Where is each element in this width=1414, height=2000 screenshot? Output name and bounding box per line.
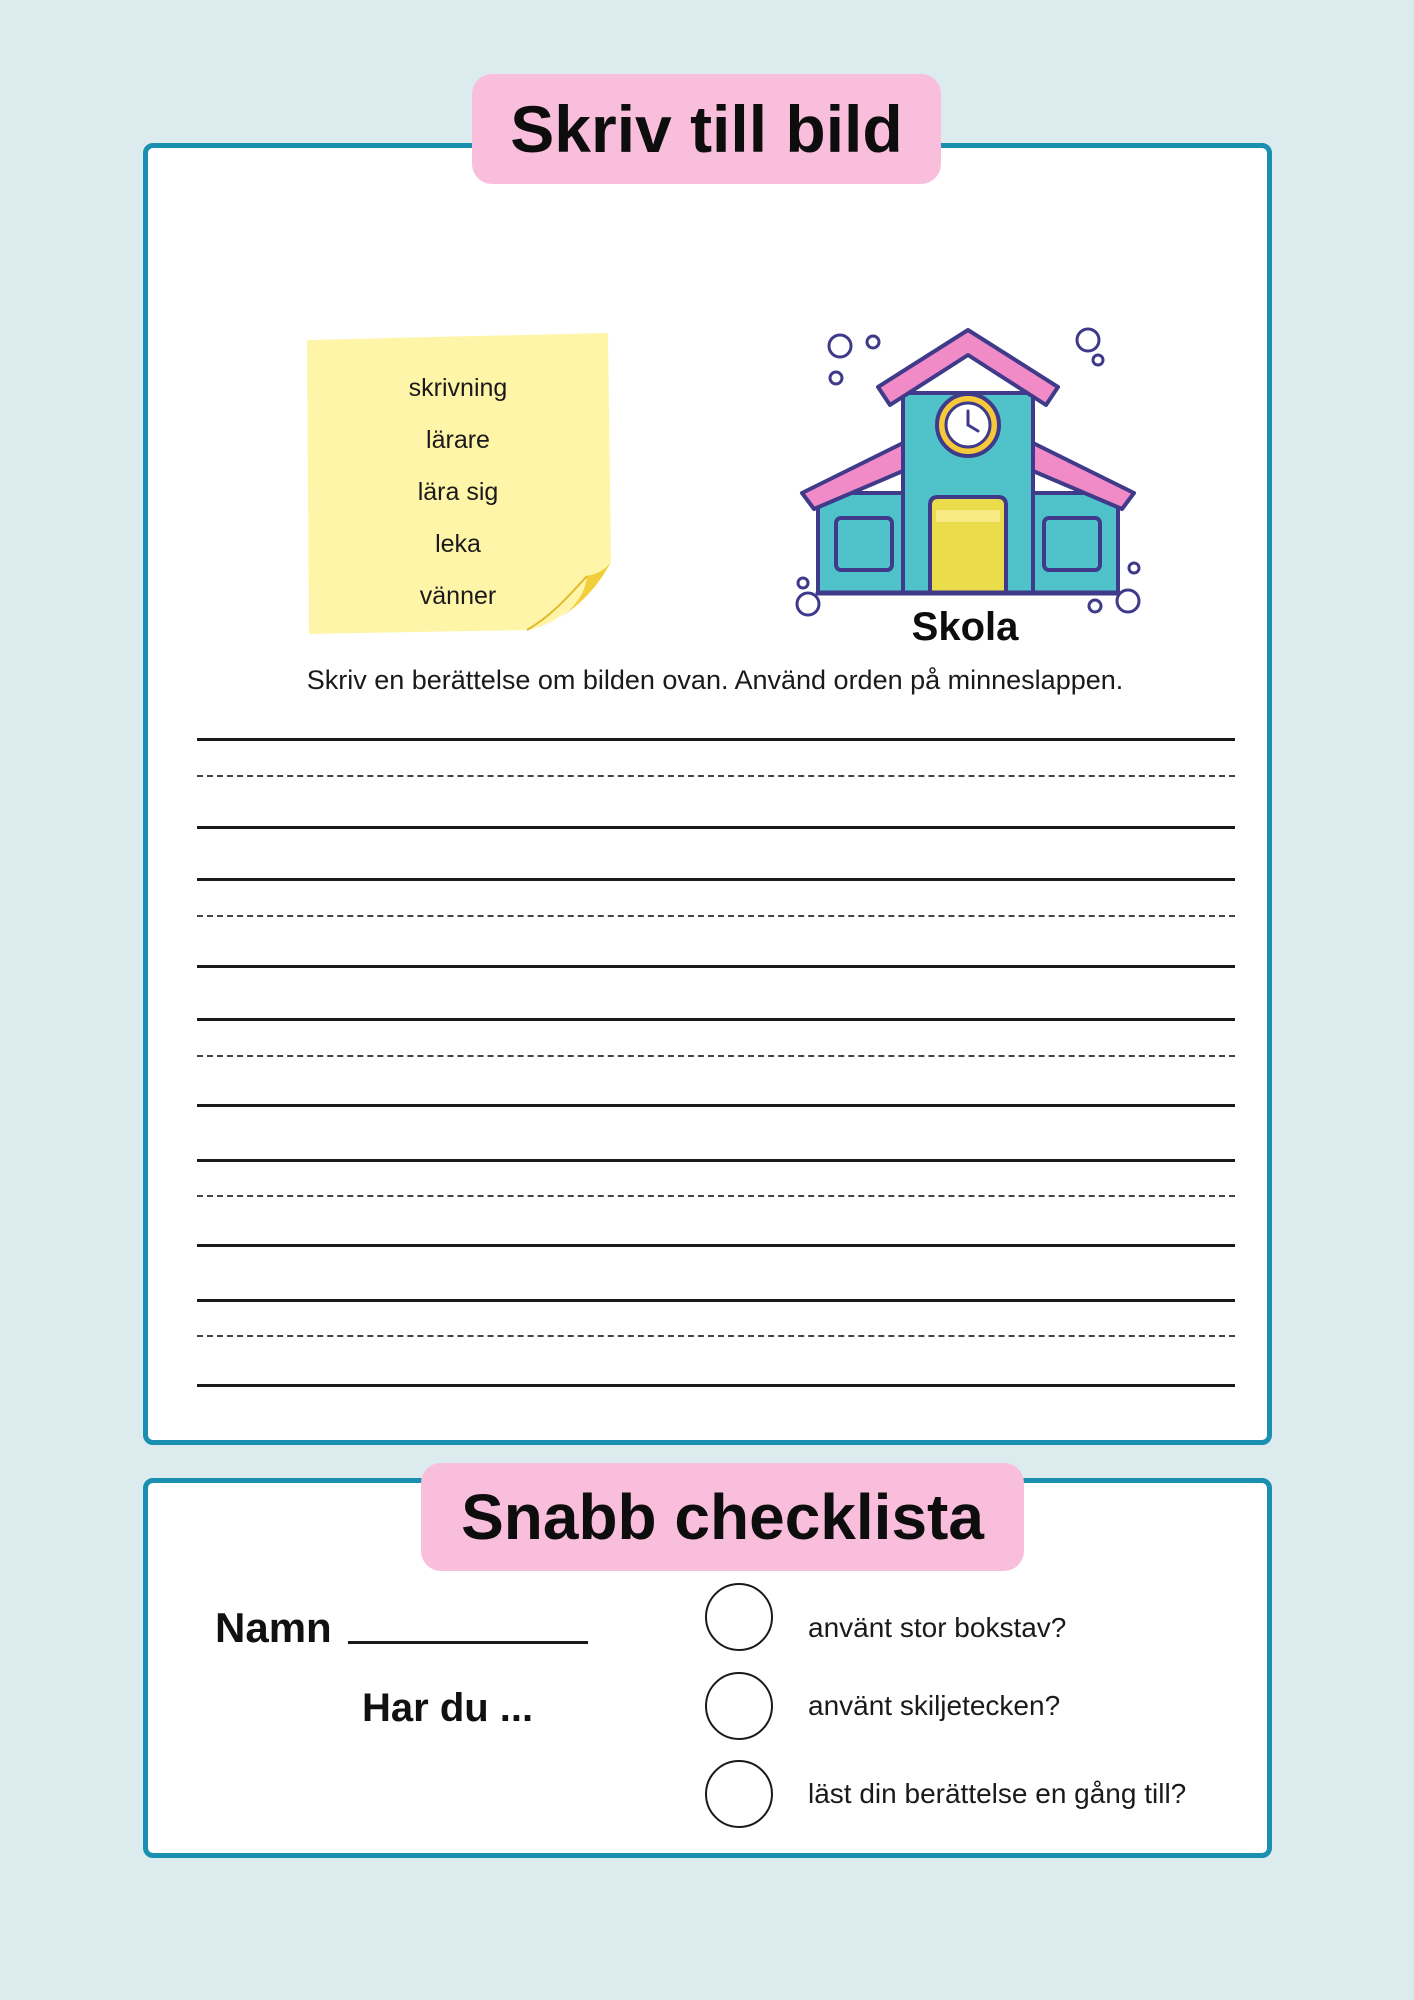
word-list xyxy=(305,362,611,622)
instruction-text: Skriv en berättelse om bilden ovan. Använd orden på minneslappen. xyxy=(306,665,1124,695)
word-list-item: leka xyxy=(435,530,481,558)
name-field[interactable] xyxy=(348,1641,588,1644)
checkbox-reread-story[interactable] xyxy=(705,1760,773,1828)
name-label: Namn xyxy=(215,1604,332,1651)
school-icon xyxy=(788,325,1148,625)
checkbox-punctuation[interactable] xyxy=(705,1672,773,1740)
picture-label: Skola xyxy=(911,605,1019,649)
have-you-label: Har du ... xyxy=(362,1686,534,1730)
worksheet-title: Skriv till bild xyxy=(472,74,941,184)
word-list-item: lära sig xyxy=(417,478,499,506)
sticky-note xyxy=(305,330,611,636)
checklist-title: Snabb checklista xyxy=(421,1463,1024,1571)
checklist-item-label: använt stor bokstav? xyxy=(808,1612,1067,1643)
word-list-item: lärare xyxy=(426,426,490,454)
checklist-item-label: använt skiljetecken? xyxy=(808,1690,1061,1721)
word-list-item: skrivning xyxy=(408,374,508,402)
checkbox-capital-letter[interactable] xyxy=(705,1583,773,1651)
checklist-item-label: läst din berättelse en gång till? xyxy=(808,1778,1187,1809)
word-list-item: vänner xyxy=(419,582,497,610)
